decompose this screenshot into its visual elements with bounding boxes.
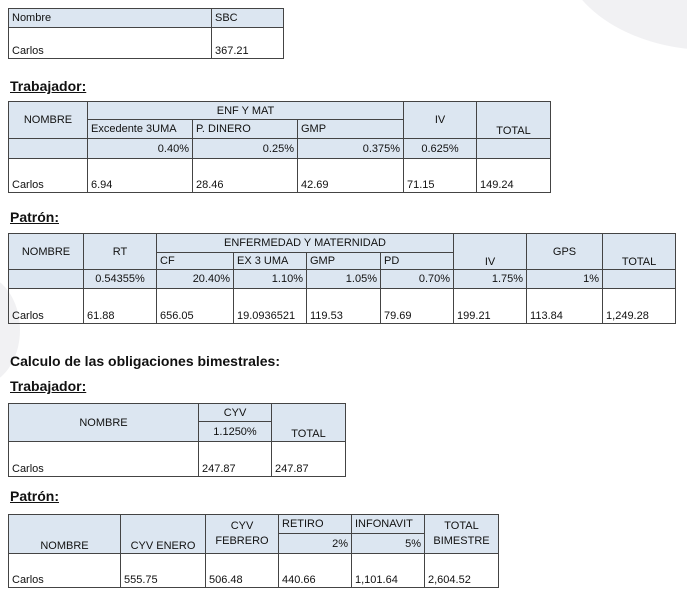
header-rt: RT bbox=[84, 234, 157, 270]
rate-empty bbox=[9, 139, 88, 159]
cell-sbc: 367.21 bbox=[212, 28, 284, 59]
rate-p-dinero: 0.25% bbox=[193, 139, 298, 159]
cell-nombre: Carlos bbox=[9, 554, 121, 588]
header-iv: IV bbox=[454, 234, 527, 270]
cell-nombre: Carlos bbox=[9, 442, 199, 477]
header-gmp: GMP bbox=[307, 253, 381, 270]
rate-total-empty bbox=[477, 139, 551, 159]
trabajador-bimestral-table bbox=[8, 403, 346, 477]
header-total: TOTAL bbox=[272, 404, 346, 442]
rate-gps: 1% bbox=[527, 270, 603, 289]
header-pd: PD bbox=[381, 253, 454, 270]
heading-trabajador-bimestral: Trabajador: bbox=[10, 378, 87, 394]
header-infonavit: INFONAVIT bbox=[352, 515, 425, 534]
header-cyv-enero: CYV ENERO bbox=[121, 515, 206, 554]
cell-infonavit: 1,101.64 bbox=[352, 554, 425, 588]
patron-bimestral-table bbox=[8, 514, 499, 588]
patron-cuotas-table bbox=[8, 233, 676, 324]
cell-ex3uma: 19.0936521 bbox=[234, 289, 307, 324]
header-cyv: CYV bbox=[199, 404, 272, 422]
header-p-dinero: P. DINERO bbox=[193, 120, 298, 139]
cell-nombre: Carlos bbox=[9, 289, 84, 324]
heading-patron: Patrón: bbox=[10, 209, 59, 225]
rate-empty bbox=[9, 270, 84, 289]
rate-excedente: 0.40% bbox=[88, 139, 193, 159]
heading-patron-bimestral: Patrón: bbox=[10, 488, 59, 504]
rate-rt: 0.54355% bbox=[84, 270, 157, 289]
header-cyv-febrero-line1: CYV bbox=[230, 520, 254, 532]
cell-cf: 656.05 bbox=[157, 289, 234, 324]
header-nombre: NOMBRE bbox=[9, 404, 199, 442]
rate-retiro: 2% bbox=[279, 534, 352, 554]
header-gps: GPS bbox=[527, 234, 603, 270]
heading-calculo: Calculo de las obligaciones bimestrales: bbox=[10, 353, 280, 369]
header-sbc: SBC bbox=[212, 9, 284, 28]
header-nombre: NOMBRE bbox=[9, 234, 84, 270]
cell-nombre: Carlos bbox=[9, 28, 212, 59]
rate-iv: 0.625% bbox=[404, 139, 477, 159]
cell-gmp: 42.69 bbox=[298, 159, 404, 193]
header-iv: IV bbox=[404, 102, 477, 139]
cell-gmp: 119.53 bbox=[307, 289, 381, 324]
rate-infonavit: 5% bbox=[352, 534, 425, 554]
cell-retiro: 440.66 bbox=[279, 554, 352, 588]
header-total: TOTAL bbox=[603, 234, 676, 270]
rate-total-empty bbox=[603, 270, 676, 289]
cell-pd: 79.69 bbox=[381, 289, 454, 324]
cell-cyv-enero: 555.75 bbox=[121, 554, 206, 588]
header-nombre: NOMBRE bbox=[9, 102, 88, 139]
rate-ex3uma: 1.10% bbox=[234, 270, 307, 289]
header-gmp: GMP bbox=[298, 120, 404, 139]
header-cyv-febrero bbox=[206, 515, 279, 554]
rate-cyv: 1.1250% bbox=[199, 422, 272, 442]
heading-trabajador: Trabajador: bbox=[10, 78, 87, 94]
cell-gps: 113.84 bbox=[527, 289, 603, 324]
sbc-table bbox=[8, 8, 284, 59]
cell-cyv-febrero: 506.48 bbox=[206, 554, 279, 588]
cell-total: 149.24 bbox=[477, 159, 551, 193]
cell-cyv: 247.87 bbox=[199, 442, 272, 477]
header-total: TOTAL bbox=[477, 102, 551, 139]
cell-total: 247.87 bbox=[272, 442, 346, 477]
header-cf: CF bbox=[157, 253, 234, 270]
header-ex3uma: EX 3 UMA bbox=[234, 253, 307, 270]
header-retiro: RETIRO bbox=[279, 515, 352, 534]
cell-nombre: Carlos bbox=[9, 159, 88, 193]
header-nombre: NOMBRE bbox=[9, 515, 121, 554]
cell-iv: 71.15 bbox=[404, 159, 477, 193]
header-enf-mat: ENF Y MAT bbox=[88, 102, 404, 120]
rate-cf: 20.40% bbox=[157, 270, 234, 289]
cell-p-dinero: 28.46 bbox=[193, 159, 298, 193]
rate-gmp: 0.375% bbox=[298, 139, 404, 159]
background-decoration bbox=[560, 0, 687, 50]
rate-iv: 1.75% bbox=[454, 270, 527, 289]
header-enf-mat: ENFERMEDAD Y MATERNIDAD bbox=[157, 234, 454, 253]
cell-excedente: 6.94 bbox=[88, 159, 193, 193]
cell-total: 2,604.52 bbox=[425, 554, 499, 588]
cell-total: 1,249.28 bbox=[603, 289, 676, 324]
header-total-line1: TOTAL bbox=[444, 520, 479, 532]
trabajador-cuotas-table bbox=[8, 101, 551, 193]
header-cyv-febrero-line2: FEBRERO bbox=[215, 535, 269, 547]
header-total-line2: BIMESTRE bbox=[433, 535, 490, 547]
rate-pd: 0.70% bbox=[381, 270, 454, 289]
cell-iv: 199.21 bbox=[454, 289, 527, 324]
cell-rt: 61.88 bbox=[84, 289, 157, 324]
header-total-bimestre bbox=[425, 515, 499, 554]
rate-gmp: 1.05% bbox=[307, 270, 381, 289]
header-nombre: Nombre bbox=[9, 9, 212, 28]
header-excedente: Excedente 3UMA bbox=[88, 120, 193, 139]
